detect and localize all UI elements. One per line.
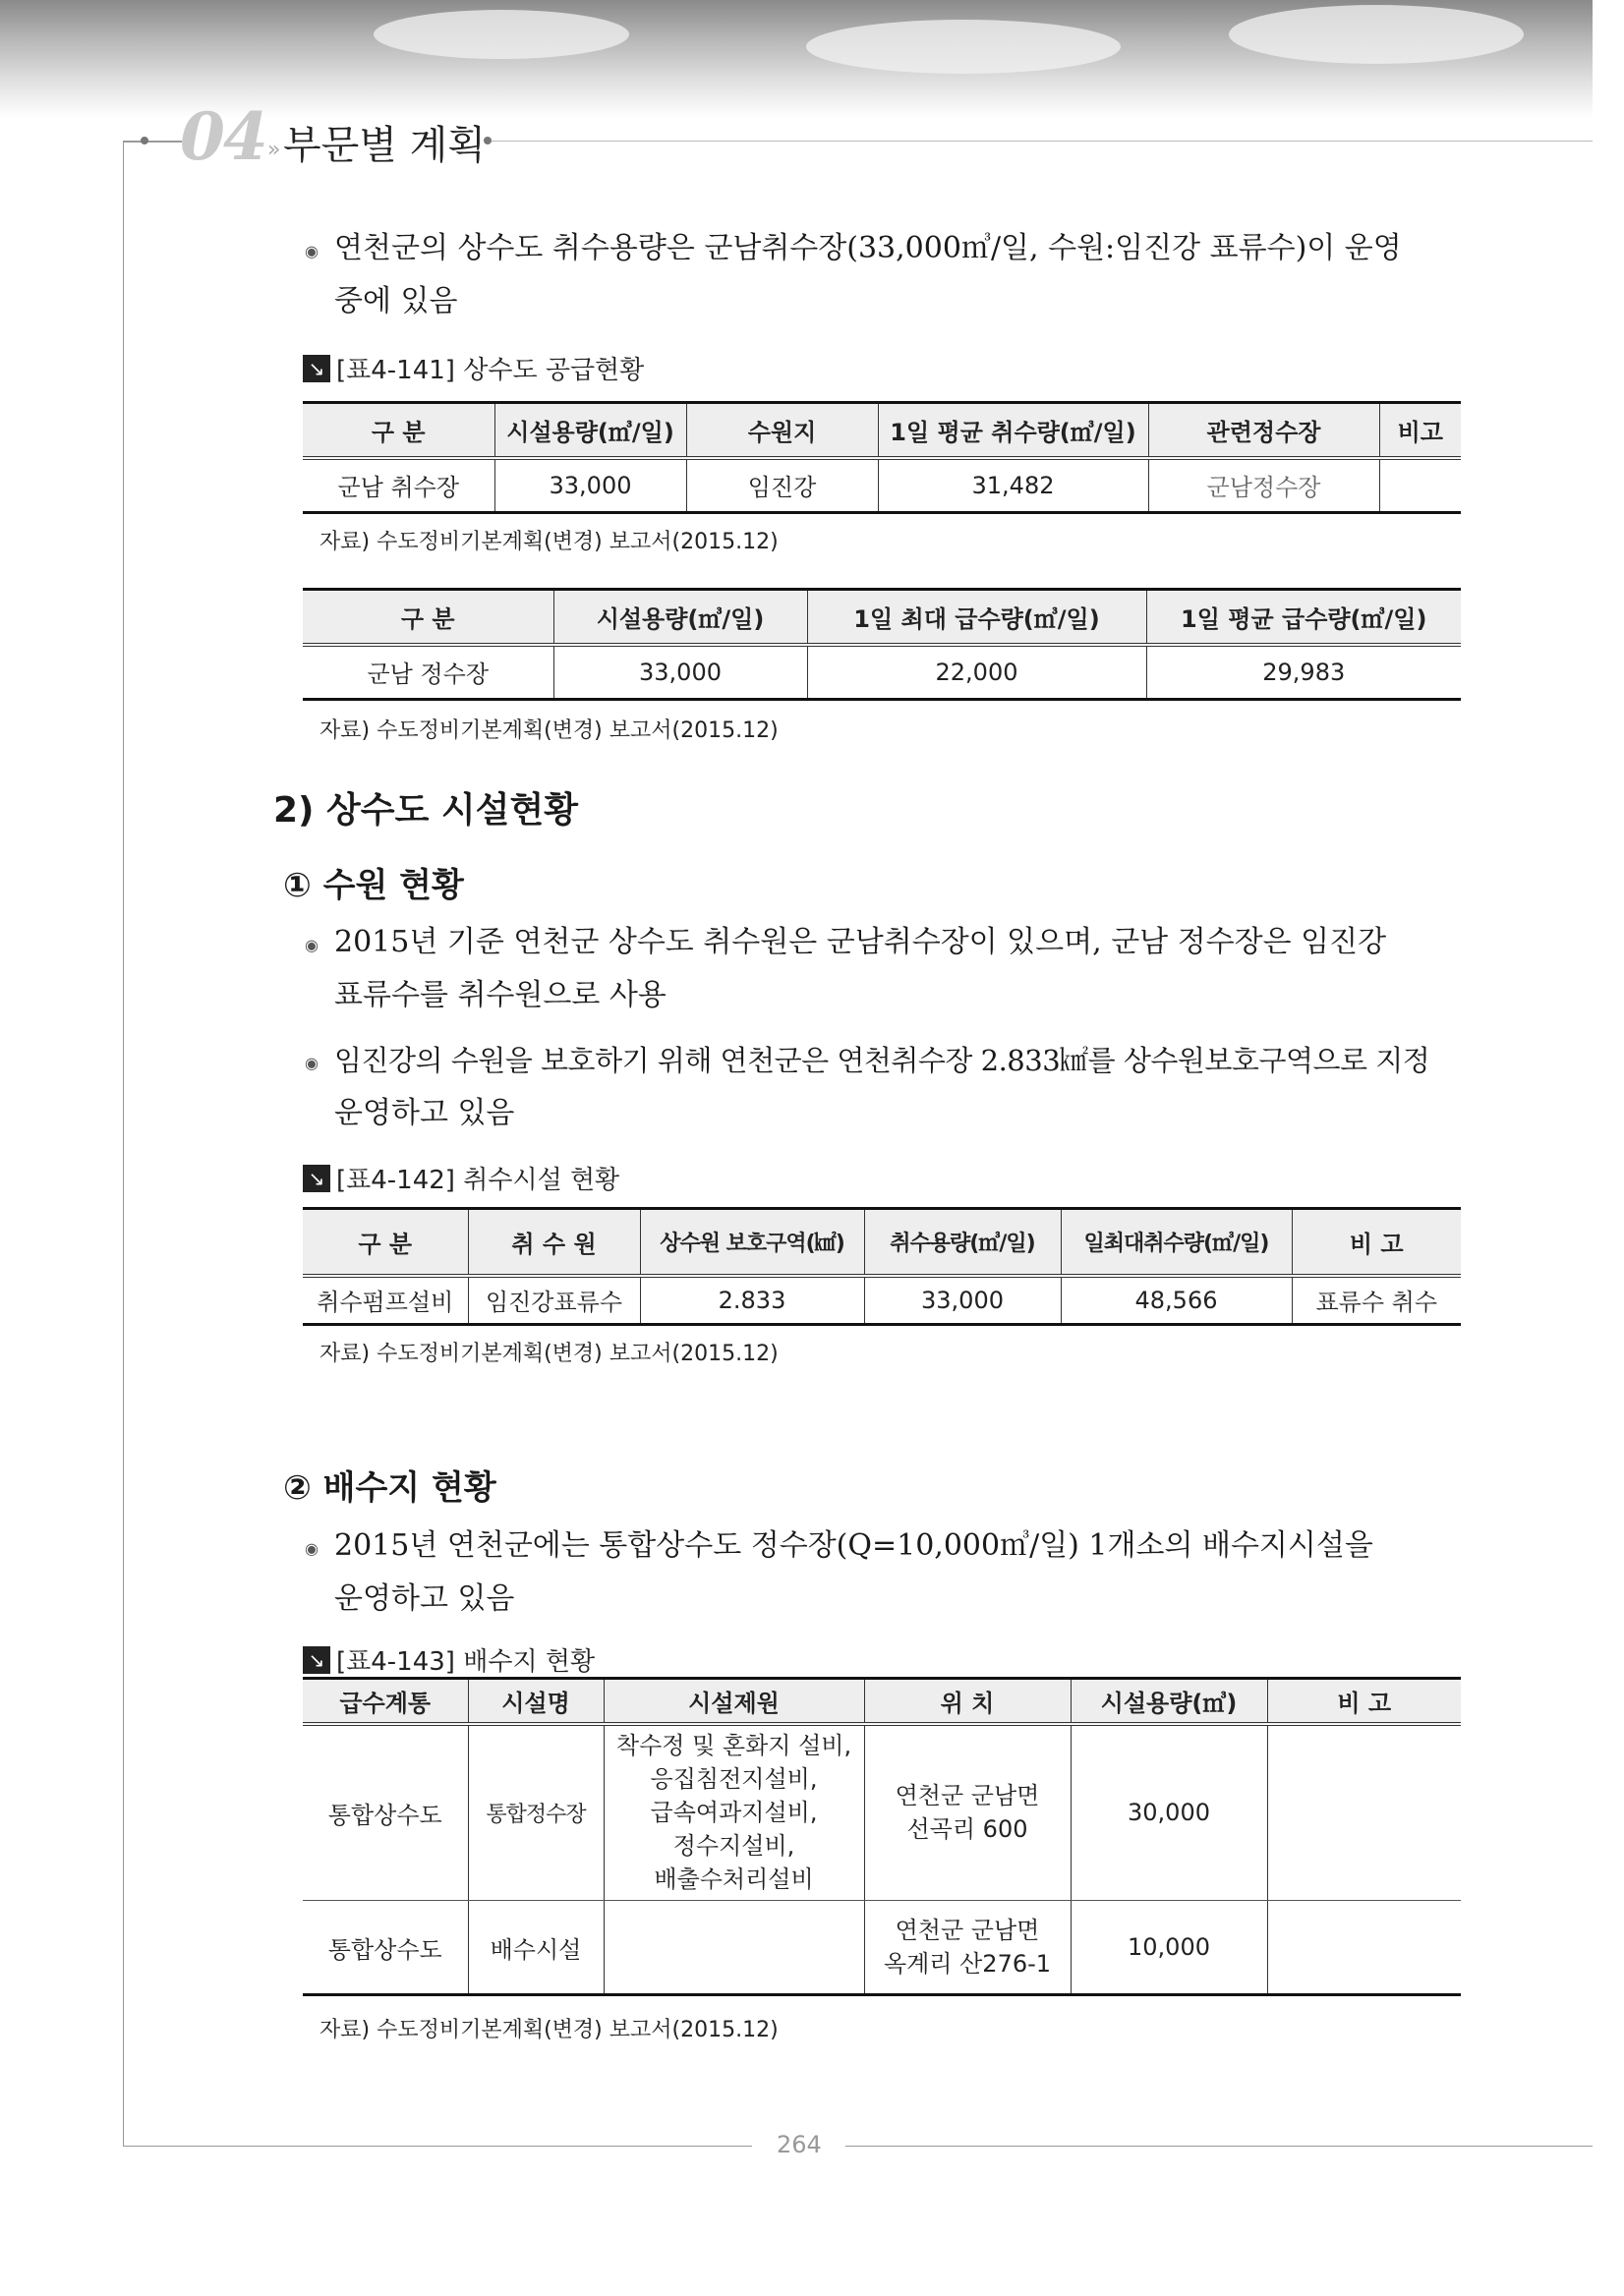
- paragraph: [334, 1034, 1429, 1140]
- table-cell: 29,983: [1146, 645, 1461, 700]
- table-cell: 통합상수도: [303, 1724, 468, 1901]
- table-header: 비 고: [1267, 1679, 1461, 1724]
- cell-line: 선곡리 600: [906, 1815, 1028, 1844]
- table-header: 급수계통: [303, 1679, 468, 1724]
- table-cell: [1379, 458, 1461, 513]
- table-header: 상수원 보호구역(㎢): [640, 1209, 864, 1276]
- bullet-icon: ◉: [305, 1539, 319, 1558]
- table-cell: 통합정수장: [468, 1724, 604, 1901]
- table-header: 위 치: [864, 1679, 1071, 1724]
- arrow-down-right-icon: ↘: [303, 1165, 330, 1192]
- table-cell: [864, 1724, 1071, 1901]
- text-line: 2015년 기준 연천군 상수도 취수원은 군남취수장이 있으며, 군남 정수장은 임진강: [334, 925, 1387, 959]
- text-line: 표류수를 취수원으로 사용: [334, 978, 667, 1012]
- paragraph: [334, 916, 1386, 1022]
- cell-line: 급속여과지설비,: [650, 1799, 818, 1827]
- cloud-shape: [374, 10, 629, 59]
- table-header: 구 분: [303, 1209, 468, 1276]
- bullet-icon: ◉: [305, 936, 319, 954]
- table-header: 1일 최대 급수량(㎥/일): [807, 590, 1146, 645]
- cell-line: 연천군 군남면: [895, 1782, 1040, 1810]
- table-header: 비고: [1379, 403, 1461, 458]
- table-cell: 33,000: [553, 645, 807, 700]
- table-cell: 임진강표류수: [468, 1276, 640, 1325]
- text-line: 운영하고 있음: [334, 1581, 515, 1616]
- table-cell: 10,000: [1071, 1901, 1267, 1995]
- bullet-icon: ◉: [305, 1054, 319, 1072]
- table-cell: [604, 1901, 864, 1995]
- table-cell: 30,000: [1071, 1724, 1267, 1901]
- table-cell: 33,000: [494, 458, 686, 513]
- table-cell: [604, 1724, 864, 1901]
- table-cell: 취수펌프설비: [303, 1276, 468, 1325]
- caption-text: [표4-142] 취수시설 현황: [336, 1166, 620, 1195]
- table-cell: 48,566: [1061, 1276, 1292, 1325]
- table-cell: 군남 취수장: [303, 458, 494, 513]
- section-heading: 2) 상수도 시설현황: [273, 790, 579, 831]
- source-note: 자료) 수도정비기본계획(변경) 보고서(2015.12): [319, 1342, 779, 1366]
- table-reservoir: [303, 1677, 1461, 1996]
- cloud-shape: [806, 20, 1121, 74]
- paragraph: [334, 1520, 1373, 1626]
- table-row: [303, 1901, 1461, 1995]
- text-line: 연천군의 상수도 취수용량은 군남취수장(33,000㎥/일, 수원:임진강 표류수)이 운영: [334, 231, 1402, 265]
- frame-line: [845, 2146, 1593, 2147]
- table-cell: 군남 정수장: [303, 645, 553, 700]
- table-cell: 임진강: [686, 458, 878, 513]
- source-note: 자료) 수도정비기본계획(변경) 보고서(2015.12): [319, 718, 779, 743]
- table-header: 1일 평균 급수량(㎥/일): [1146, 590, 1461, 645]
- subsection-heading: ② 배수지 현황: [283, 1468, 496, 1508]
- cloud-shape: [1229, 5, 1524, 64]
- source-note: 자료) 수도정비기본계획(변경) 보고서(2015.12): [319, 2018, 779, 2042]
- table-purification-plant: [303, 588, 1461, 701]
- table-row: [303, 1724, 1461, 1901]
- table-cell: 22,000: [807, 645, 1146, 700]
- table-cell: 2.833: [640, 1276, 864, 1325]
- cell-line: 연천군 군남면: [895, 1917, 1040, 1944]
- cell-line: 옥계리 산276-1: [883, 1950, 1052, 1978]
- table-header: 시설제원: [604, 1679, 864, 1724]
- table-cell: 군남정수장: [1148, 458, 1379, 513]
- table-header: 취 수 원: [468, 1209, 640, 1276]
- table-header: 취수용량(㎥/일): [864, 1209, 1061, 1276]
- table-header: 구 분: [303, 590, 553, 645]
- caption-text: [표4-143] 배수지 현황: [336, 1647, 596, 1677]
- chapter-arrow-icon: »: [267, 138, 281, 162]
- cell-line: 착수정 및 혼화지 설비,: [615, 1732, 852, 1760]
- table-cell: 표류수 취수: [1292, 1276, 1461, 1325]
- table-header: 1일 평균 취수량(㎥/일): [878, 403, 1148, 458]
- subsection-heading: ① 수원 현황: [283, 866, 464, 905]
- table-header: 시설명: [468, 1679, 604, 1724]
- table-cell: [1267, 1724, 1461, 1901]
- table-header: 비 고: [1292, 1209, 1461, 1276]
- text-line: 임진강의 수원을 보호하기 위해 연천군은 연천취수장 2.833㎢를 상수원보호구역으로 지정: [334, 1044, 1430, 1077]
- table-cell: 배수시설: [468, 1901, 604, 1995]
- text-line: 2015년 연천군에는 통합상수도 정수장(Q=10,000㎥/일) 1개소의 배수지시설을: [334, 1528, 1373, 1563]
- source-note: 자료) 수도정비기본계획(변경) 보고서(2015.12): [319, 530, 779, 554]
- text-line: 운영하고 있음: [334, 1096, 515, 1130]
- table-caption: [303, 350, 644, 386]
- table-header: 수원지: [686, 403, 878, 458]
- chapter-title: 부문별 계획: [283, 123, 486, 168]
- table-row: [303, 645, 1461, 700]
- cell-line: 정수지설비,: [672, 1832, 795, 1861]
- caption-text: [표4-141] 상수도 공급현황: [336, 356, 645, 385]
- chapter-number: 04: [180, 98, 266, 175]
- frame-line: [123, 141, 182, 143]
- table-header: 시설용량(㎥/일): [553, 590, 807, 645]
- cell-line: 배출수처리설비: [654, 1866, 814, 1894]
- table-water-supply: [303, 401, 1461, 514]
- table-header: 시설용량(㎥): [1071, 1679, 1267, 1724]
- frame-line: [123, 2146, 752, 2147]
- table-header: 시설용량(㎥/일): [494, 403, 686, 458]
- page-number: 264: [777, 2131, 822, 2158]
- bullet-icon: ◉: [305, 242, 319, 260]
- frame-line: [123, 141, 124, 2146]
- intro-paragraph: [334, 222, 1402, 328]
- table-caption: [303, 1641, 595, 1678]
- table-row: [303, 458, 1461, 513]
- table-caption: [303, 1160, 619, 1196]
- frame-line: [492, 141, 1593, 142]
- table-row: [303, 1276, 1461, 1325]
- table-cell: [1267, 1901, 1461, 1995]
- cell-line: 응집침전지설비,: [650, 1765, 818, 1794]
- table-intake-facility: [303, 1207, 1461, 1326]
- table-header: 구 분: [303, 403, 494, 458]
- arrow-down-right-icon: ↘: [303, 355, 330, 382]
- arrow-down-right-icon: ↘: [303, 1646, 330, 1674]
- table-header: 관련정수장: [1148, 403, 1379, 458]
- table-cell: [864, 1901, 1071, 1995]
- table-cell: 통합상수도: [303, 1901, 468, 1995]
- table-cell: 31,482: [878, 458, 1148, 513]
- table-header: 일최대취수량(㎥/일): [1061, 1209, 1292, 1276]
- text-line: 중에 있음: [334, 284, 458, 318]
- table-cell: 33,000: [864, 1276, 1061, 1325]
- frame-dot: [141, 137, 148, 144]
